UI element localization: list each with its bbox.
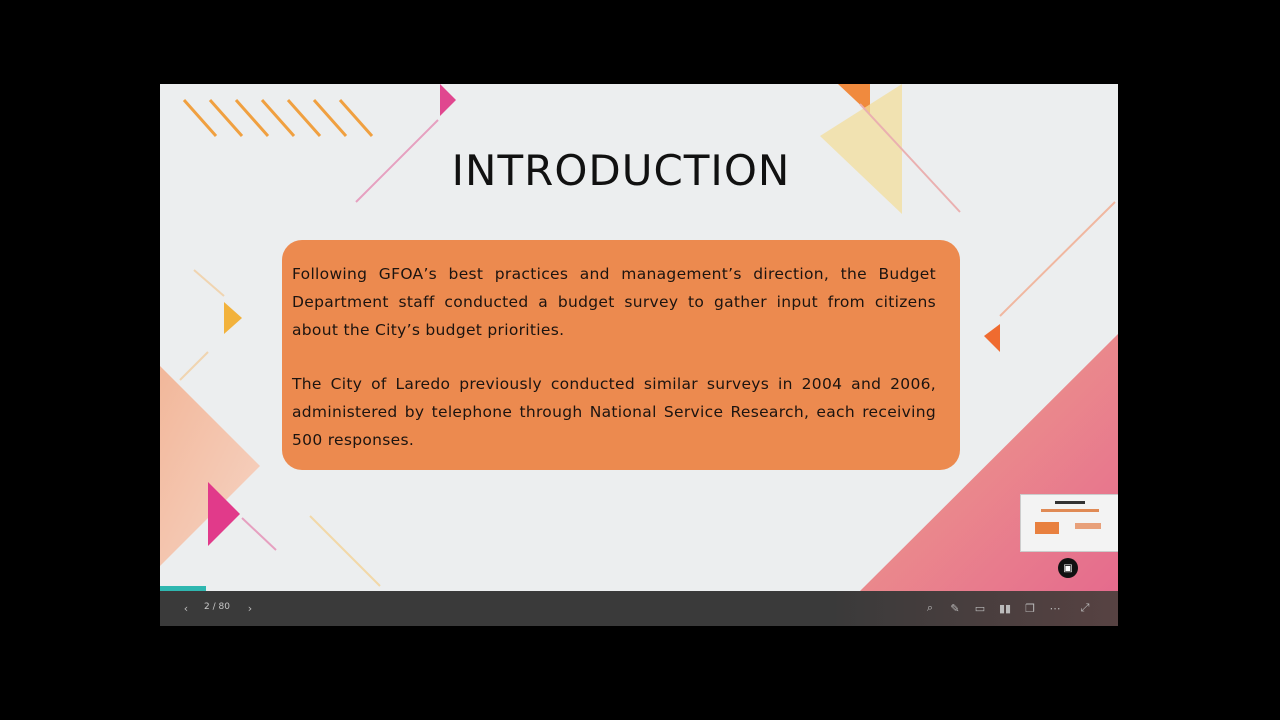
presentation-toolbar <box>160 591 1118 626</box>
intro-text-box <box>282 240 960 470</box>
slide-thumbnail-preview[interactable] <box>1020 494 1118 552</box>
orange-triangle-right <box>984 324 1000 352</box>
slide-title: INTRODUCTION <box>451 146 791 195</box>
intro-paragraph-2: The City of Laredo previously conducted similar surveys in 2004 and 2006, administered by telephone through National Service Research, each receiving 500 responses. <box>292 375 936 449</box>
pen-icon[interactable]: ✎ <box>950 601 960 615</box>
slide <box>160 84 1118 591</box>
intro-paragraph-1: Following GFOA’s best practices and management’s direction, the Budget Department staff conducted a budget survey to gather input from citizens about the City’s budget priorities. <box>292 265 936 339</box>
chat-icon[interactable]: ▣ <box>1058 558 1078 578</box>
presentation-viewer <box>160 84 1118 626</box>
more-options-icon[interactable]: ⋯ <box>1049 601 1061 615</box>
chevron-left-icon[interactable]: ‹ <box>183 601 189 615</box>
pink-triangle-top <box>440 84 456 116</box>
page-indicator: 2 / 80 <box>204 602 230 612</box>
zoom-icon[interactable]: ⌕ <box>926 601 934 614</box>
subtitles-icon[interactable]: ▭ <box>974 601 986 615</box>
chevron-right-icon[interactable]: › <box>247 601 253 615</box>
fullscreen-icon[interactable]: ⤢ <box>1080 601 1090 614</box>
orange-stripes <box>184 100 372 136</box>
yellow-triangle-left <box>224 302 242 334</box>
copy-slide-icon[interactable]: ❐ <box>1025 601 1035 615</box>
presenter-view-icon[interactable]: ▮▮ <box>998 601 1012 615</box>
